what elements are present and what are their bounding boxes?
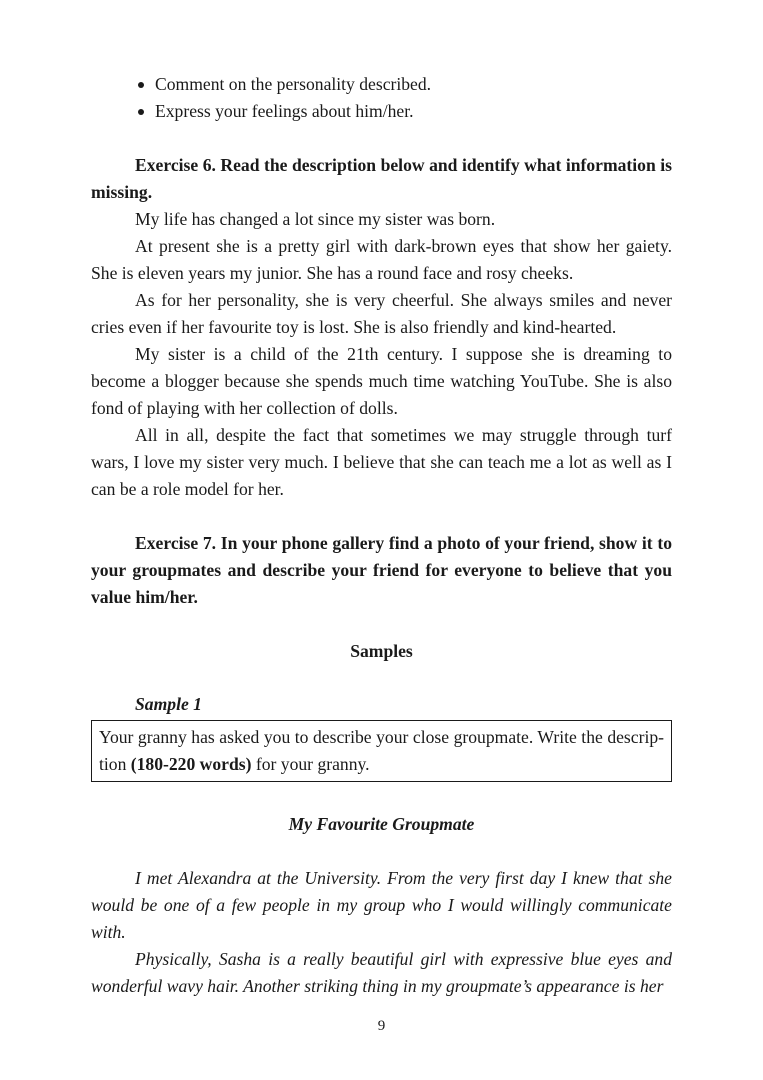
essay-title: My Favourite Groupmate xyxy=(288,814,475,834)
bullet-list xyxy=(91,71,672,125)
exercise-6-paragraph: My sister is a child of the 21th century. I suppose she is dreaming to become a blogger because she spends much time watching YouTube. She is also fond of playing with her collection of dolls. xyxy=(91,344,672,418)
samples-title: Samples xyxy=(350,641,413,661)
exercise-6-paragraph: At present she is a pretty girl with dark-brown eyes that show her gaiety. She is eleven years my junior. She has a round face and rosy cheeks. xyxy=(91,236,672,283)
task-text-end: for your granny. xyxy=(251,754,370,774)
page-number: 9 xyxy=(377,1018,386,1034)
exercise-6-paragraph: As for her personality, she is very cheerful. She always smiles and never cries even if her favourite toy is lost. She is also friendly and kind-hearted. xyxy=(91,290,672,337)
bullet-item: Express your feelings about him/her. xyxy=(91,98,672,125)
exercise-7-heading: Exercise 7. In your phone gallery find a photo of your friend, show it to your groupmates and describe your friend for everyone to believe that you value him/her. xyxy=(91,533,672,607)
sample-1-label: Sample 1 xyxy=(135,694,202,714)
exercise-6-heading: Exercise 6. Read the description below and identify what information is missing. xyxy=(91,155,672,202)
exercise-6-paragraph: All in all, despite the fact that sometimes we may struggle through turf wars, I love my sister very much. I believe that she can teach me a lot as well as I can be a role model for her. xyxy=(91,425,672,499)
bullet-item: Comment on the personality described. xyxy=(91,71,672,98)
word-count: (180-220 words) xyxy=(130,754,252,774)
exercise-6-paragraph: My life has changed a lot since my sister was born. xyxy=(135,209,496,229)
document-page xyxy=(91,71,672,1000)
task-text: Your granny has asked you to describe your close groupmate. Write the descrip-tion xyxy=(99,727,664,774)
essay-paragraph: Physically, Sasha is a really beautiful girl with expressive blue eyes and wonderful wavy hair. Another striking thing in my groupmate’s appearance is her xyxy=(91,949,672,996)
essay-paragraph: I met Alexandra at the University. From the very first day I knew that she would be one of a few people in my group who I would willingly communicate with. xyxy=(91,868,672,942)
task-box xyxy=(91,720,672,782)
